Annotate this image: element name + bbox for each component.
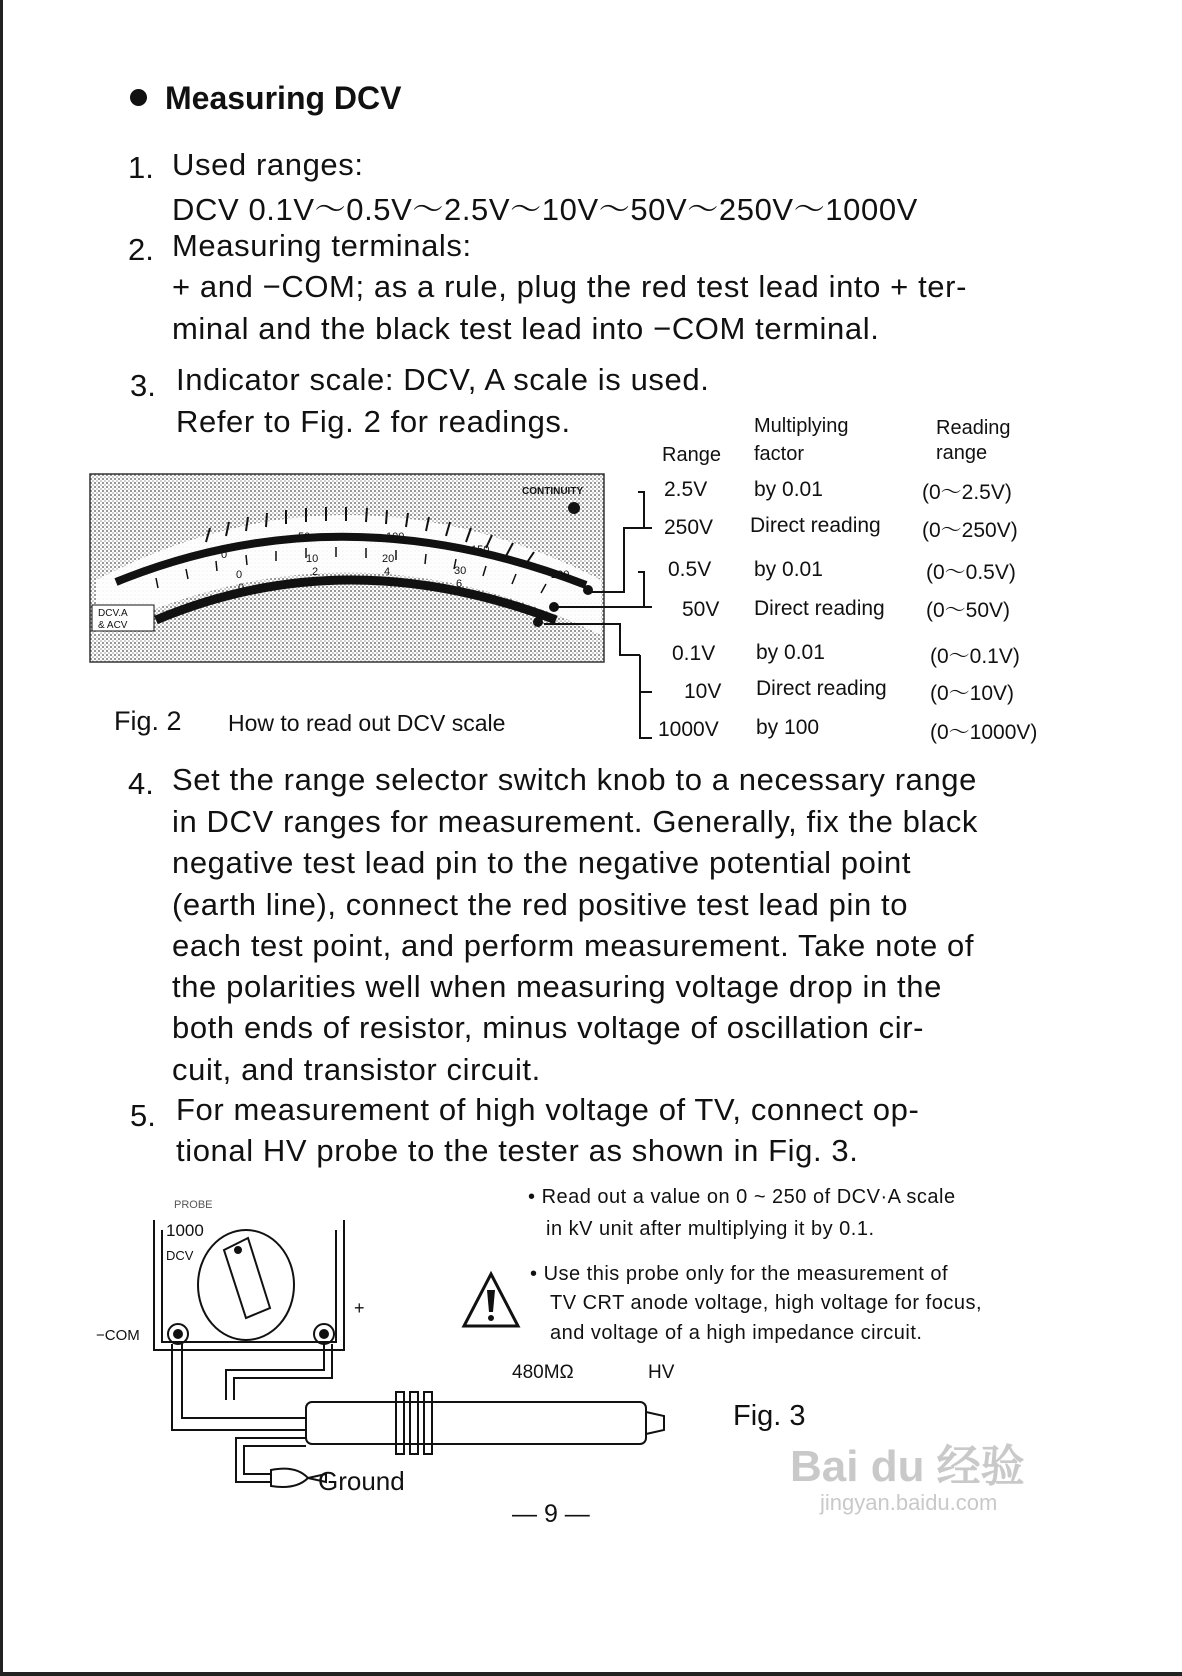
header-range: Range: [662, 444, 721, 466]
note-2-line-1: • Use this probe only for the measurement of: [530, 1263, 949, 1285]
item-5-line-1: For measurement of high voltage of TV, connect op-: [176, 1092, 920, 1127]
dcva-label: DCV.A: [98, 608, 128, 619]
row-5-factor: by 0.01: [756, 641, 825, 664]
row-4-factor: Direct reading: [754, 597, 885, 620]
bullet-icon: [130, 89, 147, 106]
row-2-factor: Direct reading: [750, 514, 881, 537]
tick-50-1: 10: [306, 553, 319, 565]
header-multiplying-2: factor: [754, 443, 805, 465]
row-4-range: 50V: [682, 598, 720, 621]
tick-10-0: 0: [238, 582, 245, 594]
fig3-caption: Fig. 3: [733, 1400, 806, 1432]
continuity-label: CONTINUITY: [522, 486, 584, 497]
row-3-factor: by 0.01: [754, 558, 823, 581]
acv-label: & ACV: [98, 620, 128, 631]
row-6-factor: Direct reading: [756, 677, 887, 700]
row-5-reading: (0～0.1V): [930, 645, 1020, 668]
item-4-line-4: (earth line), connect the red positive test lead pin to: [172, 887, 909, 922]
hv-label: HV: [648, 1362, 675, 1383]
row-1-factor: by 0.01: [754, 478, 823, 501]
row-1-range: 2.5V: [664, 478, 708, 501]
item-1-line-1: Used ranges:: [172, 147, 364, 182]
row-3-reading: (0～0.5V): [926, 561, 1016, 584]
item-4-line-7: both ends of resistor, minus voltage of oscillation cir-: [172, 1010, 925, 1045]
watermark-brand: Bai du 经验: [790, 1442, 1025, 1491]
item-3-number: 3.: [130, 368, 156, 403]
tick-250-0: 0: [221, 549, 228, 561]
left-border: [0, 0, 3, 1676]
tick-250-2: 100: [386, 531, 405, 543]
tick-10-1: 2: [312, 566, 319, 578]
item-1-number: 1.: [128, 150, 154, 185]
row-3-range: 0.5V: [668, 558, 712, 581]
item-2-line-2: + and −COM; as a rule, plug the red test lead into + ter-: [172, 269, 967, 304]
note-2-line-2: TV CRT anode voltage, high voltage for focus,: [550, 1292, 983, 1314]
row-7-range: 1000V: [658, 718, 719, 741]
row-2-range: 250V: [664, 516, 714, 539]
bottom-border: [0, 1672, 1182, 1676]
page-number: — 9 —: [512, 1500, 590, 1528]
com-terminal-label: −COM: [96, 1327, 140, 1344]
item-2-line-3: minal and the black test lead into −COM terminal.: [172, 311, 880, 346]
dial-dcv-label: DCV: [166, 1248, 194, 1263]
ground-label: Ground: [318, 1466, 405, 1496]
watermark-url: jingyan.baidu.com: [820, 1490, 998, 1515]
row-5-range: 0.1V: [672, 642, 716, 665]
note-1-line-1: • Read out a value on 0 ~ 250 of DCV·A scale: [528, 1186, 956, 1208]
item-4-line-2: in DCV ranges for measurement. Generally, fix the black: [172, 804, 979, 839]
warning-icon: [460, 1270, 522, 1330]
plus-terminal-label: +: [354, 1298, 365, 1318]
probe-label: PROBE: [174, 1199, 213, 1211]
tick-250-4: 200: [551, 569, 570, 581]
note-1-line-2: in kV unit after multiplying it by 0.1.: [546, 1218, 875, 1240]
tick-50-0: 0: [236, 569, 243, 581]
tick-250-3: 150: [471, 544, 490, 556]
tick-50-2: 20: [382, 553, 395, 565]
row-4-reading: (0～50V): [926, 599, 1011, 622]
item-5-number: 5.: [130, 1098, 156, 1133]
fig2-caption-number: Fig. 2: [114, 706, 182, 736]
item-4-line-3: negative test lead pin to the negative potential point: [172, 845, 912, 880]
item-4-line-5: each test point, and perform measurement. Take note of: [172, 928, 975, 963]
fig2-connector-lines: [540, 480, 660, 750]
meter-scale-figure: [86, 470, 616, 670]
row-6-reading: (0～10V): [930, 682, 1015, 705]
item-4-number: 4.: [128, 766, 154, 801]
item-5-line-2: tional HV probe to the tester as shown in Fig. 3.: [176, 1133, 859, 1168]
fig2-caption-text: How to read out DCV scale: [228, 710, 506, 736]
resistance-label: 480MΩ: [512, 1362, 574, 1383]
row-1-reading: (0～2.5V): [922, 481, 1012, 504]
item-2-number: 2.: [128, 232, 154, 267]
item-4-line-6: the polarities well when measuring voltage drop in the: [172, 969, 942, 1004]
tick-250-1: 50: [298, 531, 311, 543]
header-multiplying-1: Multiplying: [754, 415, 849, 437]
item-1-line-2: DCV 0.1V～0.5V～2.5V～10V～50V～250V～1000V: [172, 192, 918, 227]
header-reading-1: Reading: [936, 417, 1011, 439]
row-2-reading: (0～250V): [922, 519, 1018, 542]
row-7-reading: (0～1000V): [930, 721, 1038, 744]
item-3-line-2: Refer to Fig. 2 for readings.: [176, 404, 571, 439]
dial-1000-label: 1000: [166, 1221, 204, 1240]
item-2-line-1: Measuring terminals:: [172, 228, 472, 263]
item-4-line-8: cuit, and transistor circuit.: [172, 1052, 541, 1087]
tick-50-3: 30: [454, 565, 467, 577]
item-4-line-1: Set the range selector switch knob to a necessary range: [172, 762, 977, 797]
header-reading-2: range: [936, 442, 988, 464]
row-7-factor: by 100: [756, 716, 820, 739]
tick-10-3: 6: [456, 578, 463, 590]
section-heading: Measuring DCV: [130, 80, 401, 117]
tick-10-2: 4: [384, 566, 391, 578]
row-6-range: 10V: [684, 680, 722, 703]
note-2-line-3: and voltage of a high impedance circuit.: [550, 1322, 923, 1344]
item-3-line-1: Indicator scale: DCV, A scale is used.: [176, 362, 710, 397]
